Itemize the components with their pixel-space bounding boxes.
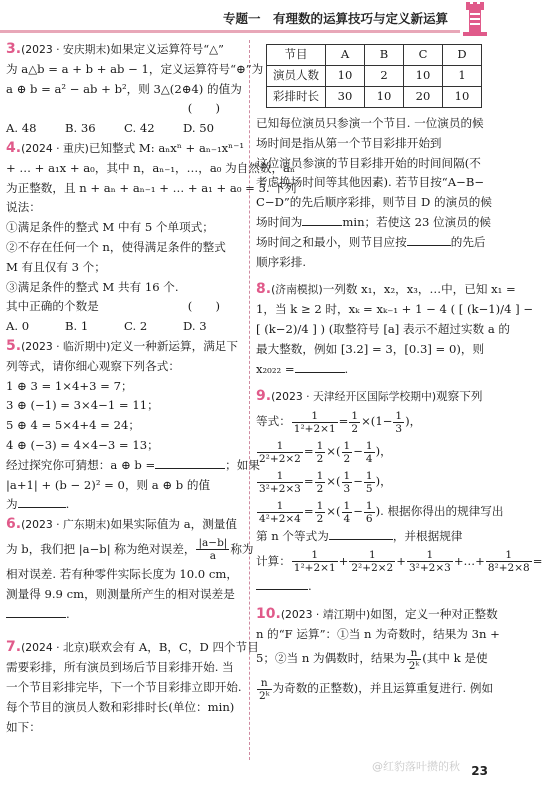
question-text: 如图，定义一种对正整数	[370, 606, 498, 621]
table-header-cell: 节目	[267, 45, 326, 66]
question-6: 6.(2023 · 广东期末)如果实际值为 a，测量值 为 b，我们把 |a−b| 称为绝对误差， $\frac{|a-b|}{a}$ 称为 相对误差. 若有种零件实际长度为 10.0 cm， 测量得 9.9 cm，则测量所产生的相对误差是 .	[6, 516, 254, 621]
header-stripe	[0, 30, 460, 33]
table-cell: 2	[365, 66, 404, 87]
fraction-denominator: 5	[365, 482, 373, 495]
fraction-denominator: 2	[316, 512, 324, 525]
fraction-numerator: 1	[365, 469, 373, 482]
fraction	[315, 500, 326, 525]
answer-blank[interactable]	[295, 360, 345, 373]
fraction	[393, 410, 404, 435]
fraction	[292, 549, 338, 574]
question-5: 5.(2023 · 临沂期中)定义一种新运算，满足下 列等式，请你细心观察下列各式： 1 ⊕ 3 = 1×4+3 = 7； 3 ⊕ (−1) = 3×4−1 = 11； 5 ⊕ 4 = 5×4+4 = 24； 4 ⊕ (−3) = 4×4−3 = 13； 经过探究你可猜想：a ⊕ b = ；如果 |a+1| + (b − 2)² = 0，则 a ⊕ b 的值 为 .	[6, 337, 260, 512]
fraction-denominator: 2	[316, 452, 324, 465]
statement-1: ①满足条件的整式 M 中有 5 个单项式；	[6, 220, 214, 235]
fraction-denominator: 2	[343, 452, 351, 465]
fraction-numerator: 1	[316, 469, 324, 482]
table-row	[267, 66, 482, 87]
option-c: C. 2	[124, 319, 148, 334]
table-header-row	[267, 45, 482, 66]
question-text: 1，当 k ≥ 2 时，xₖ = xₖ₋₁ + 1 − 4 ( [ (k−1)/4 ] −	[256, 302, 534, 317]
fraction-denominator: 2ᵏ	[259, 689, 270, 702]
question-text: 其中正确的个数是	[6, 299, 99, 314]
question-text: 已知整式 M: aₙxⁿ + aₙ₋₁xⁿ⁻¹	[88, 140, 244, 155]
question-text: 场时间是指从第一个节目彩排开始到	[256, 135, 442, 150]
answer-blank[interactable]	[18, 495, 66, 508]
option-a: A. 48	[6, 121, 37, 136]
question-text: 相对误差. 若有种零件实际长度为 10.0 cm，	[6, 566, 238, 581]
question-number: 10.	[256, 605, 281, 622]
table-header-cell: D	[443, 45, 482, 66]
question-text: 需要彩排，所有演员到场后节目彩排开始. 当	[6, 660, 234, 675]
option-b: B. 36	[65, 121, 96, 136]
calculation-line: 计算： $\frac{1}{\text{1²+2×1}}$ + $\frac{1}{\text{2²+2×2}}$ + $\frac{1}{\text{3²+2×3}}$ +…+ $\frac{1}{\text{8²+2×8}}$ =	[256, 549, 542, 575]
fraction-numerator: 1	[316, 499, 324, 512]
options	[6, 119, 244, 139]
question-text: 经过探究你可猜想：a ⊕ b =	[6, 457, 156, 472]
question-text: C−D”的先后顺序彩排，则节目 D 的演员的候	[256, 195, 492, 210]
option-c: C. 42	[124, 121, 155, 136]
question-text: (其中 k 是使	[422, 651, 488, 666]
fraction	[257, 470, 303, 495]
table-cell: 30	[326, 87, 365, 108]
fraction	[257, 440, 303, 465]
question-10	[256, 605, 500, 705]
question-text: 已知每位演员只参演一个节目. 一位演员的候	[256, 116, 484, 130]
fraction-denominator: 4²+2×4	[259, 512, 301, 525]
question-text: 的先后	[450, 234, 486, 249]
answer-blank[interactable]	[407, 233, 451, 246]
question-number: 6.	[6, 516, 22, 533]
question-number: 5.	[6, 337, 22, 354]
statement-3: ③满足条件的整式 M 共有 16 个.	[6, 279, 179, 294]
fraction-denominator: 6	[365, 512, 373, 525]
question-text: x₂₀₂₂ =	[256, 361, 295, 376]
fraction-numerator: 1	[316, 439, 324, 452]
answer-blank[interactable]	[6, 605, 66, 618]
fraction	[486, 549, 532, 574]
equation-4: $\frac{1}{\text{4²+2×4}}$ = $\frac{1}{2}$ ×( $\frac{1}{4}$ − $\frac{1}{6}$ ) . 根据你得出的规律写出	[259, 499, 504, 525]
question-text: 如下：	[6, 719, 41, 734]
question-text: 最大整数，例如 [3.2] = 3，[0.3] = 0)，则	[256, 341, 485, 356]
fraction-denominator: 2	[351, 422, 359, 435]
question-8: 8.(济南模拟)一列数 x₁，x₂，x₃，…中，已知 x₁ = 1，当 k ≥ 2 时，xₖ = xₖ₋₁ + 1 − 4 ( [ (k−1)/4 ] − [ (k−2)/4 ] ) (取整符号 [a] 表示不超过实数 a 的 最大整数，例如 [3.2] = 3，[0.3] = 0)，则 x₂₀₂₂ = .	[256, 281, 534, 376]
fraction	[315, 470, 326, 495]
options	[6, 317, 244, 337]
table-cell: 20	[404, 87, 443, 108]
fraction-numerator: 1	[365, 439, 373, 452]
question-text: 为	[6, 497, 18, 512]
question-text: min；若使这 23 位演员的候	[342, 214, 492, 229]
fraction-numerator: 1	[343, 469, 351, 482]
fraction-denominator: 3	[343, 482, 351, 495]
answer-blank[interactable]	[302, 213, 342, 226]
fraction-numerator: 1	[395, 409, 403, 422]
question-text: 联欢会有 A，B，C，D 四个节目	[88, 640, 259, 655]
page-header	[0, 0, 500, 38]
fraction	[257, 500, 303, 525]
fraction-numerator: 1	[292, 410, 338, 423]
fraction	[315, 440, 326, 465]
option-d: D. 50	[183, 121, 215, 136]
answer-blank[interactable]	[155, 456, 225, 469]
question-source: (2023 · 安庆期末)	[21, 43, 111, 56]
fraction	[342, 470, 353, 495]
question-text: 定义一种新运算，满足下	[110, 338, 238, 353]
question-text: [ (k−2)/4 ] ) (取整符号 [a] 表示不超过实数 a 的	[256, 321, 511, 336]
fraction	[292, 410, 338, 435]
question-text: 场时间为	[256, 214, 303, 229]
question-text: . 根据你得出的规律写出	[380, 504, 504, 519]
table-row	[267, 87, 482, 108]
fraction	[407, 549, 453, 574]
question-text: 第 n 个等式为	[256, 529, 329, 544]
fraction-denominator: 3²+2×3	[259, 482, 301, 495]
fraction-denominator: 2²+2×2	[351, 562, 394, 575]
answer-paren: ( )	[187, 299, 220, 314]
question-source: (2023 · 靖江期中)	[280, 607, 371, 621]
question-text: 为 b，我们把 |a−b| 称为绝对误差，	[6, 542, 196, 557]
rehearsal-table	[266, 44, 482, 108]
fraction	[364, 440, 375, 465]
question-7-continued	[256, 114, 494, 272]
question-source: (2023 · 天津经开区国际学校期中)	[271, 390, 437, 404]
question-text: 如果定义运算符号“△”	[110, 42, 224, 56]
fraction-numerator: 1	[351, 409, 359, 422]
table-cell: 10	[404, 66, 443, 87]
equals-sign: =	[532, 554, 542, 569]
question-text: ；如果	[225, 457, 260, 472]
fraction-numerator: 1	[343, 499, 351, 512]
fraction-numerator: 1	[343, 439, 351, 452]
fraction	[407, 647, 422, 672]
table-header-cell: B	[365, 45, 404, 66]
fraction-denominator: 3	[395, 422, 403, 435]
question-text: 一列数 x₁，x₂，x₃，…中，已知 x₁ =	[322, 282, 516, 297]
fraction-numerator: 1	[292, 549, 338, 562]
statement-2: ②不存在任何一个 n，使得满足条件的整式	[6, 239, 226, 254]
option-a: A. 0	[6, 319, 30, 334]
table-header-cell: A	[326, 45, 365, 66]
example-equation: 1 ⊕ 3 = 1×4+3 = 7；	[6, 378, 133, 393]
table-cell: 彩排时长	[267, 87, 326, 108]
fraction-numerator: 1	[349, 549, 395, 562]
table-cell: 10	[365, 87, 404, 108]
fraction	[342, 440, 353, 465]
question-text: 5；②当 n 为偶数时，结果为	[256, 651, 406, 666]
question-3	[6, 40, 264, 139]
fraction-numerator: 1	[407, 549, 453, 562]
question-text: 计算：	[256, 554, 291, 569]
term: 1	[375, 414, 383, 429]
statement-2-cont: M 有且仅有 3 个；	[6, 259, 106, 274]
fraction-denominator: 1²+2×1	[293, 562, 336, 575]
example-equation: 4 ⊕ (−3) = 4×4−3 = 13；	[6, 437, 159, 452]
fraction-numerator: n	[407, 647, 422, 660]
option-d: D. 3	[183, 319, 207, 334]
question-source: (2023 · 临沂期中)	[21, 339, 111, 353]
question-9: 9.(2023 · 天津经开区国际学校期中)观察下列 等式： $\frac{1}{\text{1²+2×1}}$ = $\frac{1}{2}$ ×( 1 − $\frac{1}{3}$ )， $\frac{1}{\text{2²+2×2}}$ = $\frac{1}{2}$ ×( $\frac{1}{2}$ − $\frac{1}{4}$ )， $\frac{1}{\text{3²+2×3}}$ = $\frac{1}{2}$ ×( $\frac{1}{3}$ − $\frac{1}{5}$ )， $\frac{1}{\text{4²+2×4}}$ = $\frac{1}{2}$ ×( $\frac{1}{4}$ − $\frac{1}{6}$ ) . 根据你得出的规律写出 第 n 个等式为 ，并根据规律 计算： $\frac{1}{\text{1²+2×1}}$ + $\frac{1}{\text{2²+2×2}}$ + $\frac{1}{\text{3²+2×3}}$ +…+ $\frac{1}{\text{8²+2×8}}$ = .	[256, 388, 542, 593]
example-equation: 3 ⊕ (−1) = 3×4−1 = 11；	[6, 398, 159, 413]
equation-2: $\frac{1}{\text{2²+2×2}}$ = $\frac{1}{2}$ ×( $\frac{1}{2}$ − $\frac{1}{4}$ )，	[259, 439, 392, 465]
fraction-denominator: 3²+2×3	[408, 562, 451, 575]
fraction	[349, 410, 360, 435]
question-text: a ⊕ b = a² − ab + b²，则 3△(2⊕4) 的值为	[6, 81, 242, 96]
answer-blank[interactable]	[329, 527, 393, 540]
question-number: 9.	[256, 388, 272, 405]
fraction-denominator: 4	[365, 452, 373, 465]
fraction	[349, 549, 395, 574]
question-text: 为 a△b = a + b + ab − 1，定义运算符号“⊕”为	[6, 61, 264, 76]
question-text: 说法：	[6, 200, 41, 215]
fraction-denominator: a	[209, 550, 217, 563]
table-header-cell: C	[404, 45, 443, 66]
question-text: 为奇数的正整数)，并且运算重复进行. 例如	[272, 681, 494, 696]
question-text: 每个节目的演员人数和彩排时长(单位：min)	[6, 699, 235, 714]
fraction	[342, 500, 353, 525]
question-text: 一个节目彩排完毕，下一个节目彩排立即开始.	[6, 679, 242, 694]
answer-blank[interactable]	[256, 577, 308, 590]
question-text: |a+1| + (b − 2)² = 0，则 a ⊕ b 的值	[6, 477, 211, 492]
question-number: 4.	[6, 139, 22, 156]
fraction-numerator: |a−b|	[198, 537, 228, 550]
table-cell: 10	[443, 87, 482, 108]
question-text: 测量得 9.9 cm，则测量所产生的相对误差是	[6, 586, 235, 601]
page-number: 23	[471, 764, 488, 778]
question-text: 等式：	[256, 414, 291, 429]
fraction-numerator: 1	[365, 499, 373, 512]
fraction-denominator: 8²+2×8	[487, 562, 530, 575]
question-source: (2024 · 重庆)	[21, 141, 89, 155]
answer-paren: ( )	[187, 101, 220, 116]
fraction-numerator: 1	[257, 500, 303, 513]
question-text: ，并根据规律	[392, 529, 463, 544]
fraction	[364, 500, 375, 525]
fraction	[364, 470, 375, 495]
question-text: 这位演员参演的节目彩排开始的时间间隔(不	[256, 155, 481, 170]
right-column	[256, 40, 542, 704]
question-text: 列等式，请你细心观察下列各式：	[6, 358, 180, 373]
chapter-title: 专题一 有理数的运算技巧与定义新运算	[222, 11, 448, 26]
equation-3: $\frac{1}{\text{3²+2×3}}$ = $\frac{1}{2}$ ×( $\frac{1}{3}$ − $\frac{1}{5}$ )，	[259, 469, 392, 495]
fraction-denominator: 4	[343, 512, 351, 525]
question-text: 为正整数，且 n + aₙ + aₙ₋₁ + … + a₁ + a₀ = 5. 下列	[6, 180, 297, 195]
table-cell: 1	[443, 66, 482, 87]
question-7	[6, 638, 259, 737]
question-text: 如果实际值为 a，测量值	[110, 517, 237, 532]
question-text: 考虑换场时间等其他因素). 若节目按“A−B−	[256, 175, 485, 190]
question-text: 场时间之和最小，则节目应按	[256, 234, 407, 249]
table-cell: 10	[326, 66, 365, 87]
fraction-numerator: 1	[257, 440, 303, 453]
table-cell: 演员人数	[267, 66, 326, 87]
fraction-numerator: 1	[486, 549, 532, 562]
question-number: 3.	[6, 41, 22, 57]
fraction-numerator: 1	[257, 470, 303, 483]
fraction-numerator: n	[257, 677, 272, 690]
fraction-denominator: 2	[316, 482, 324, 495]
castle-logo-icon	[460, 2, 490, 36]
fraction-denominator: 1²+2×1	[293, 422, 336, 435]
question-number: 7.	[6, 639, 22, 656]
watermark: @红豹落叶攒的秋	[372, 760, 460, 773]
relative-error-fraction	[196, 537, 229, 562]
question-source: (济南模拟)	[271, 283, 323, 297]
question-source: (2023 · 广东期末)	[21, 518, 111, 532]
option-b: B. 1	[65, 319, 89, 334]
question-text: n 的“F 运算”：①当 n 为奇数时，结果为 3n +	[256, 626, 500, 641]
question-text: 观察下列	[436, 389, 483, 404]
example-equation: 5 ⊕ 4 = 5×4+4 = 24；	[6, 418, 140, 433]
fraction-denominator: 2ᵏ	[408, 659, 420, 672]
equation-1: 等式： $\frac{1}{\text{1²+2×1}}$ = $\frac{1}{2}$ ×( 1 − $\frac{1}{3}$ )，	[256, 409, 422, 435]
question-text: 称为	[230, 542, 254, 557]
question-text: + … + a₁x + a₀，其中 n，aₙ₋₁，…，a₀ 为自然数，aₙ	[6, 160, 295, 175]
question-source: (2024 · 北京)	[21, 641, 89, 655]
fraction	[257, 677, 272, 702]
question-text: 顺序彩排.	[256, 254, 307, 269]
fraction-denominator: 2²+2×2	[259, 452, 301, 465]
question-number: 8.	[256, 281, 272, 298]
